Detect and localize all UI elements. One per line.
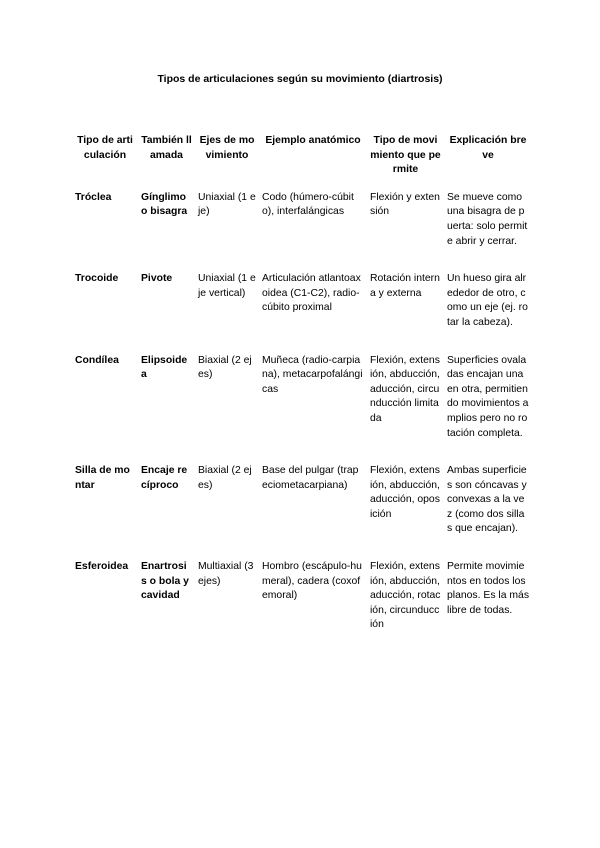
table-row — [72, 354, 532, 465]
cell-movimiento: Flexión y extensión — [370, 191, 440, 218]
cell-explicacion: Un hueso gira alrededor de otro, como un eje (ej. rotar la cabeza). — [447, 273, 528, 328]
header-ejemplo: Ejemplo anatómico — [265, 135, 361, 146]
cell-ejemplo: Base del pulgar (trapeciometacarpiana) — [262, 465, 359, 491]
cell-tambien: Elipsoidea — [141, 354, 188, 381]
cell-movimiento: Flexión, extensión, abducción, aducción, rotación, circunducción — [370, 561, 441, 631]
cell-ejes: Uniaxial (1 eje) — [198, 191, 256, 218]
table-row — [72, 464, 532, 560]
cell-ejemplo: Hombro (escápulo-humeral), cadera (coxofemoral) — [262, 561, 362, 602]
cell-tipo: Trocoide — [75, 273, 119, 285]
header-explicacion: Explicación breve — [449, 135, 527, 161]
cell-ejemplo: Codo (húmero-cúbito), interfalángicas — [262, 191, 354, 218]
cell-tambien: Gínglimo o bisagra — [141, 191, 188, 218]
table-header-row — [72, 134, 532, 191]
cell-explicacion: Superficies ovaladas encajan una en otra, permitiendo movimientos amplios pero no rotación completa. — [447, 354, 529, 439]
cell-tipo: Silla de montar — [75, 465, 130, 491]
cell-ejes: Biaxial (2 ejes) — [198, 465, 252, 491]
cell-explicacion: Permite movimientos en todos los planos. Es la más libre de todas. — [447, 561, 530, 616]
header-movimiento: Tipo de movimiento que permite — [370, 135, 441, 176]
cell-tipo: Tróclea — [75, 191, 112, 203]
articulation-table — [72, 134, 532, 656]
cell-ejes: Uniaxial (1 eje vertical) — [198, 273, 256, 299]
table-row — [72, 191, 532, 272]
header-tipo: Tipo de articulación — [77, 135, 133, 161]
cell-ejes: Multiaxial (3 ejes) — [198, 561, 254, 587]
cell-ejes: Biaxial (2 ejes) — [198, 354, 252, 381]
document-title: Tipos de articulaciones según su movimiento (diartrosis) — [157, 73, 443, 85]
cell-movimiento: Rotación interna y externa — [370, 273, 440, 299]
cell-tambien: Enartrosis o bola y cavidad — [141, 561, 189, 602]
cell-ejemplo: Articulación atlantoaxoidea (C1-C2), radio-cúbito proximal — [262, 273, 361, 314]
cell-explicacion: Ambas superficies son cóncavas y convexas a la vez (como dos sillas que encajan). — [447, 465, 527, 535]
header-ejes: Ejes de movimiento — [199, 135, 255, 161]
cell-movimiento: Flexión, extensión, abducción, aducción, circunducción limitada — [370, 354, 440, 424]
cell-movimiento: Flexión, extensión, abducción, aducción, oposición — [370, 465, 440, 520]
table-row — [72, 560, 532, 656]
cell-tambien: Encaje recíproco — [141, 465, 188, 491]
cell-ejemplo: Muñeca (radio-carpiana), metacarpofalángicas — [262, 354, 363, 395]
table-row — [72, 272, 532, 353]
cell-tipo: Esferoidea — [75, 561, 129, 573]
cell-explicacion: Se mueve como una bisagra de puerta: solo permite abrir y cerrar. — [447, 191, 528, 247]
cell-tipo: Condílea — [75, 354, 119, 366]
cell-tambien: Pivote — [141, 273, 173, 285]
header-tambien: También llamada — [141, 135, 192, 161]
